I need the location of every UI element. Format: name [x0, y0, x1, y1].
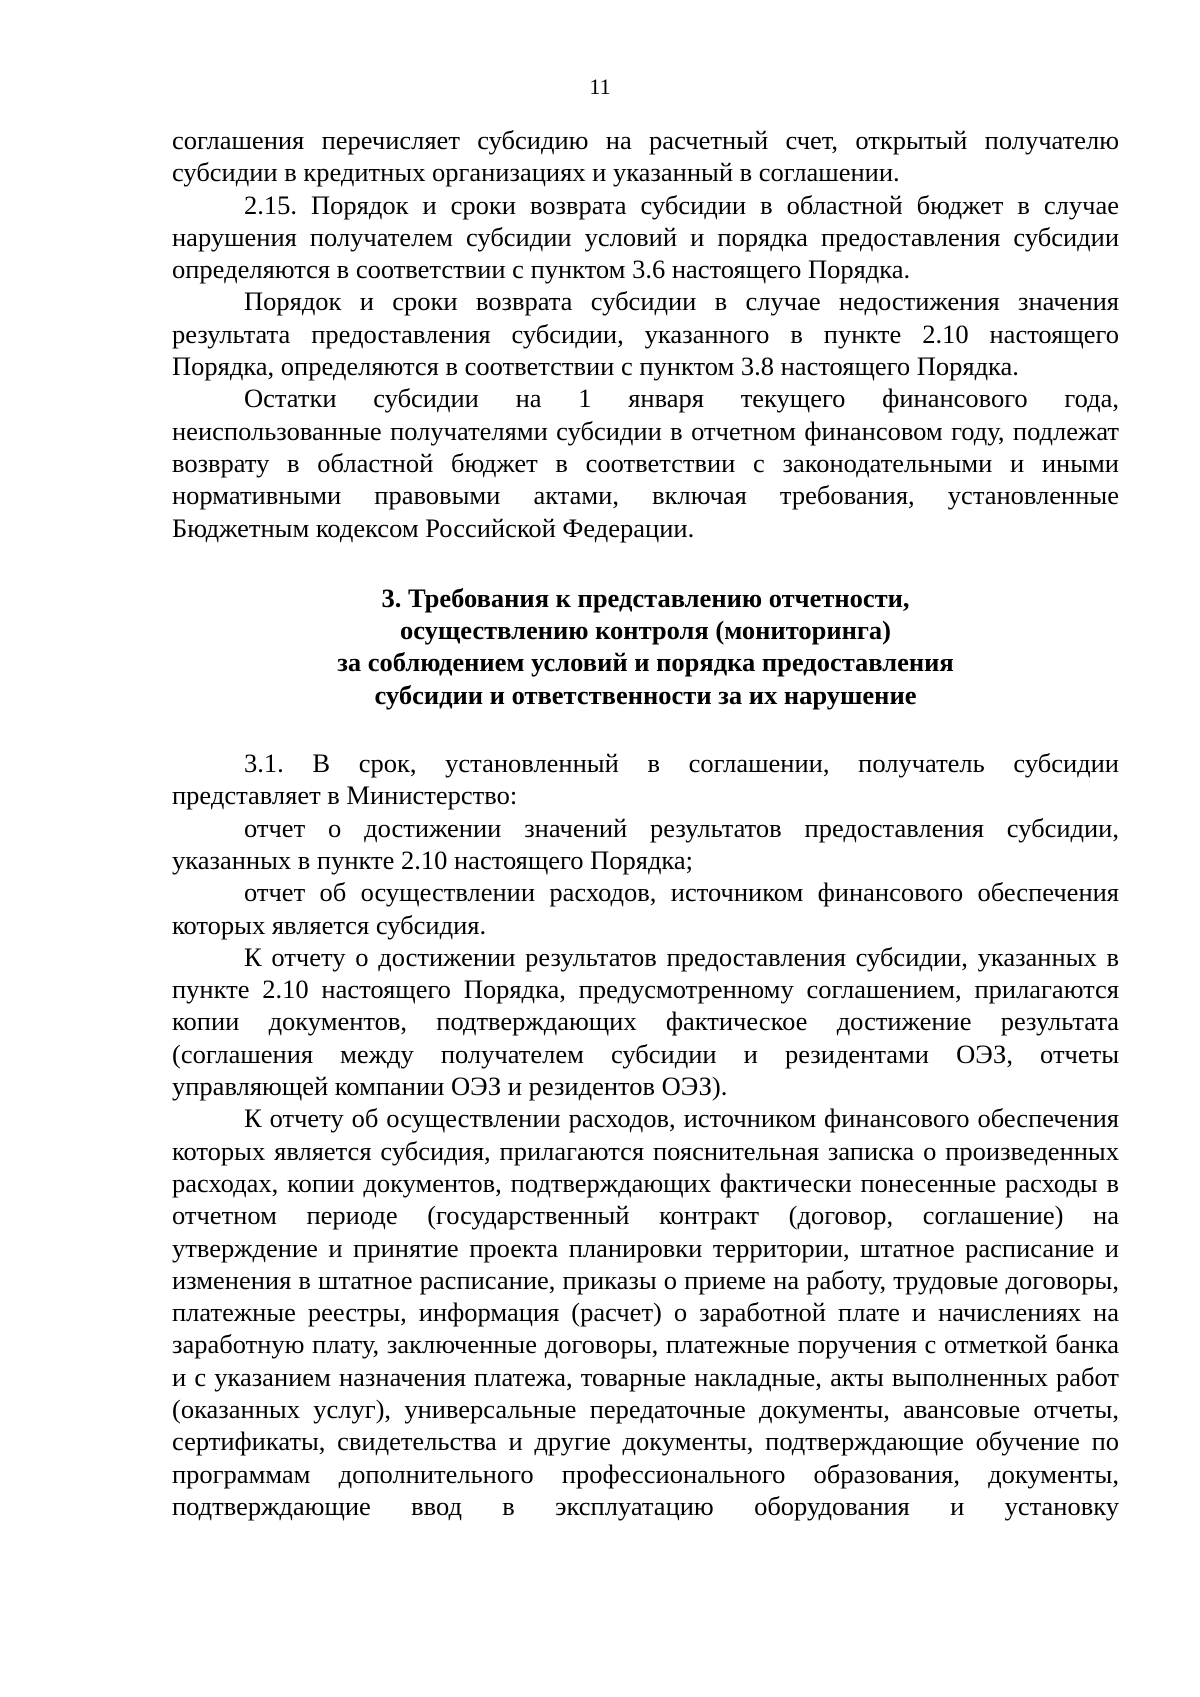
- paragraph: 2.15. Порядок и сроки возврата субсидии в областной бюджет в случае нарушения получателем субсидии условий и порядка предоставления субсидии определяются в соответствии с пунктом 3.6 настоящего Порядка.: [172, 189, 1119, 285]
- section-heading-line: за соблюдением условий и порядка предоставления: [337, 647, 954, 678]
- page-number: 11: [589, 74, 611, 99]
- document-body: [172, 124, 1119, 1522]
- paragraph: отчет о достижении значений результатов предоставления субсидии, указанных в пункте 2.10 настоящего Порядка;: [172, 812, 1119, 875]
- paragraph: соглашения перечисляет субсидию на расчетный счет, открытый получателю субсидии в кредитных организациях и указанный в соглашении.: [172, 125, 1119, 188]
- paragraph: К отчету о достижении результатов предоставления субсидии, указанных в пункте 2.10 настоящего Порядка, предусмотренному соглашением, прилагаются копии документов, подтверждающих фактическое достижение результата (соглашения между получателем субсидии и резидентами ОЭЗ, отчеты управляющей компании ОЭЗ и резидентов ОЭЗ).: [172, 941, 1119, 1102]
- section-heading: [172, 582, 1119, 711]
- paragraph: К отчету об осуществлении расходов, источником финансового обеспечения которых является субсидия, прилагаются пояснительная записка о произведенных расходах, копии документов, подтверждающих фактически понесенные расходы в отчетном периоде (государственный контракт (договор, соглашение) на утверждение и принятие проекта планировки территории, штатное расписание и изменения в штатное расписание, приказы о приеме на работу, трудовые договоры, платежные реестры, информация (расчет) о заработной плате и начислениях на заработную плату, заключенные договоры, платежные поручения с отметкой банка и с указанием назначения платежа, товарные накладные, акты выполненных работ (оказанных услуг), универсальные передаточные документы, авансовые отчеты, сертификаты, свидетельства и другие документы, подтверждающие обучение по программам дополнительного профессионального образования, документы, подтверждающие ввод в эксплуатацию оборудования и установку: [172, 1103, 1119, 1521]
- section-heading-line: 3. Требования к представлению отчетности,: [381, 582, 910, 613]
- paragraph: Остатки субсидии на 1 января текущего финансового года, неиспользованные получателями субсидии в отчетном финансовом году, подлежат возврату в областной бюджет в соответствии с законодательными и иными нормативными правовыми актами, включая требования, установленные Бюджетным кодексом Российской Федерации.: [172, 383, 1119, 543]
- section-heading-line: осуществлению контроля (мониторинга): [399, 615, 891, 646]
- paragraph: отчет об осуществлении расходов, источником финансового обеспечения которых является субсидия.: [172, 877, 1119, 940]
- section-heading-line: субсидии и ответственности за их нарушение: [374, 679, 917, 710]
- paragraph: Порядок и сроки возврата субсидии в случае недостижения значения результата предоставления субсидии, указанного в пункте 2.10 настоящего Порядка, определяются в соответствии с пунктом 3.8 настоящего Порядка.: [172, 286, 1119, 382]
- paragraph: 3.1. В срок, установленный в соглашении, получатель субсидии представляет в Министерство:: [172, 748, 1119, 811]
